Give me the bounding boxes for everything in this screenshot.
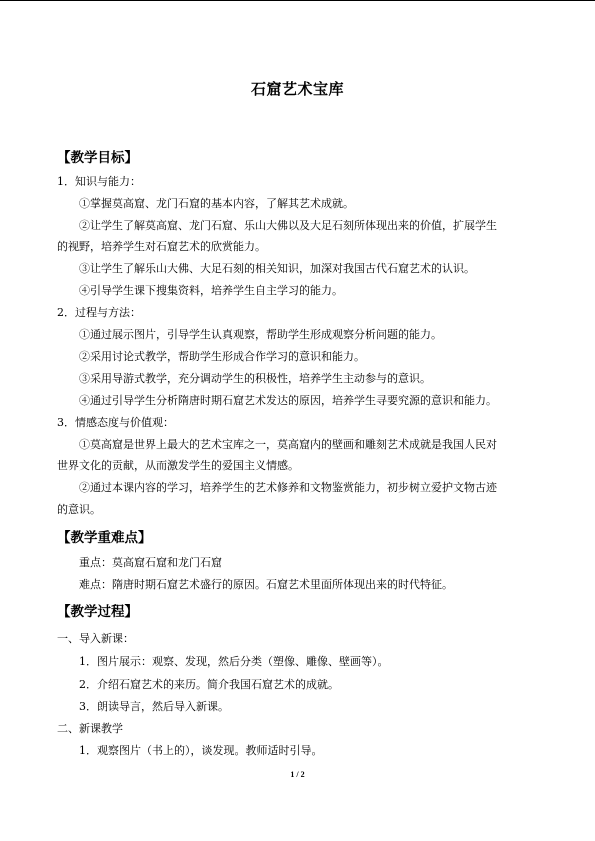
goals-line: ①掌握莫高窟、龙门石窟的基本内容，了解其艺术成就。 — [79, 197, 354, 210]
process-line: 1．观察图片（书上的），谈发现。教师适时引导。 — [79, 744, 323, 757]
page-number: 1 / 2 — [290, 770, 305, 779]
section-heading-goals: 【教学目标】 — [57, 150, 138, 166]
goals-line: ②采用讨论式教学，帮助学生形成合作学习的意识和能力。 — [79, 350, 365, 363]
goals-line: ③让学生了解乐山大佛、大足石刻的相关知识，加深对我国古代石窟艺术的认识。 — [79, 262, 475, 275]
key-points-line: 重点：莫高窟石窟和龙门石窟 — [79, 556, 222, 569]
key-points-line: 难点：隋唐时期石窟艺术盛行的原因。石窟艺术里面所体现出来的时代特征。 — [79, 578, 453, 591]
goals-line: ④引导学生课下搜集资料，培养学生自主学习的能力。 — [79, 284, 343, 297]
goals-line: 世界文化的贡献，从而激发学生的爱国主义情感。 — [57, 459, 299, 472]
goals-line: 的意识。 — [57, 503, 101, 516]
goals-line: 3．情感态度与价值观： — [57, 416, 174, 429]
goals-line: ①莫高窟是世界上最大的艺术宝库之一，莫高窟内的壁画和雕刻艺术成就是我国人民对 — [79, 438, 497, 451]
process-line: 一、导入新课： — [57, 632, 134, 645]
goals-line: 1．知识与能力： — [57, 175, 141, 188]
process-line: 二、新课教学 — [57, 722, 123, 735]
goals-line: ③采用导游式教学，充分调动学生的积极性，培养学生主动参与的意识。 — [79, 372, 431, 385]
goals-line: ④通过引导学生分析隋唐时期石窟艺术发达的原因，培养学生寻要究源的意识和能力。 — [79, 394, 497, 407]
process-line: 2．介绍石窟艺术的来历。简介我国石窟艺术的成就。 — [79, 678, 339, 691]
page-top-rule — [0, 0, 595, 1]
section-heading-key-points: 【教学重难点】 — [57, 530, 152, 546]
document-title: 石窟艺术宝库 — [250, 80, 344, 98]
goals-line: ②通过本课内容的学习，培养学生的艺术修养和文物鉴赏能力，初步树立爱护文物古迹 — [79, 481, 497, 494]
goals-line: ①通过展示图片，引导学生认真观察，帮助学生形成观察分析问题的能力。 — [79, 328, 442, 341]
goals-line: ②让学生了解莫高窟、龙门石窟、乐山大佛以及大足石刻所体现出来的价值，扩展学生 — [79, 219, 497, 232]
process-line: 1．图片展示：观察、发现，然后分类（塑像、雕像、壁画等）。 — [79, 655, 389, 668]
section-heading-process: 【教学过程】 — [57, 604, 138, 620]
goals-line: 2．过程与方法： — [57, 306, 141, 319]
goals-line: 的视野，培养学生对石窟艺术的欣赏能力。 — [57, 240, 266, 253]
process-line: 3．朗读导言，然后导入新课。 — [79, 700, 229, 713]
